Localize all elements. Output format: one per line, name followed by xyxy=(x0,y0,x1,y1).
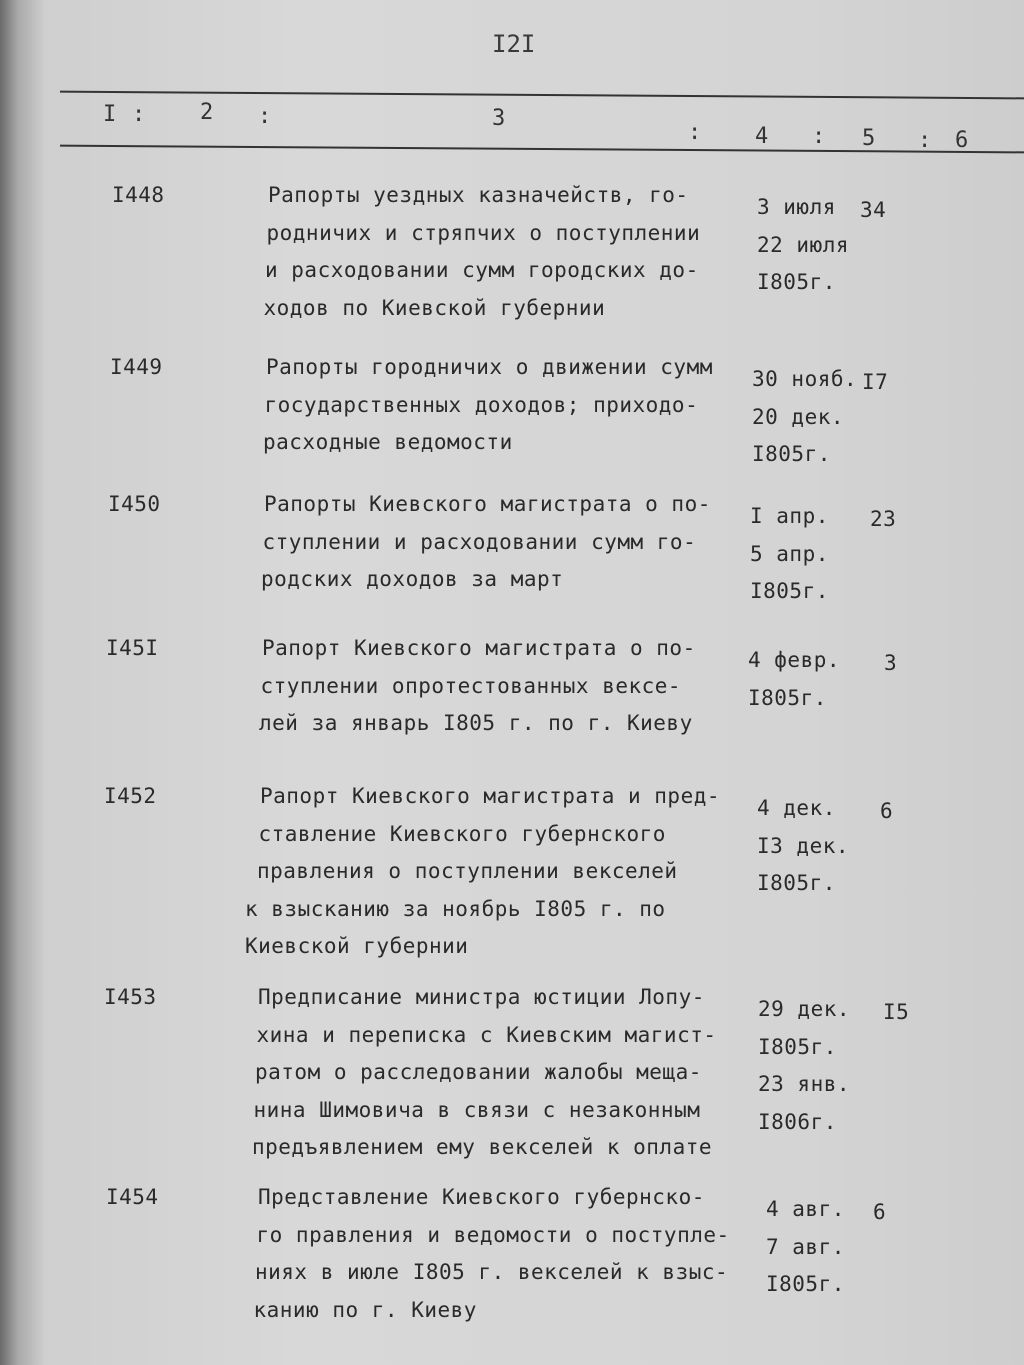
entry-date: I805г. xyxy=(758,1034,837,1059)
column-header-2: 2 xyxy=(200,100,214,125)
entry-date: 3 июля xyxy=(757,195,836,219)
entry-description-line: родских доходов за март xyxy=(261,567,564,591)
column-separator: : xyxy=(258,104,272,129)
entry-sheet-count: 6 xyxy=(873,1200,887,1224)
entry-date: 29 дек. xyxy=(758,997,851,1021)
entry-description-line: и расходовании сумм городских до- xyxy=(265,258,699,282)
entry-description-line: лей за январь I805 г. по г. Киеву xyxy=(259,711,693,735)
entry-date: I805г. xyxy=(766,1272,845,1296)
entry-date: I805г. xyxy=(750,579,829,603)
column-header-6: 6 xyxy=(955,128,969,153)
entry-sheet-count: 34 xyxy=(860,198,887,222)
entry-description-line: Рапорт Киевского магистрата о по- xyxy=(262,636,696,660)
entry-date: 23 янв. xyxy=(758,1072,851,1096)
entry-date: 22 июля xyxy=(757,232,850,257)
entry-number: I45I xyxy=(106,636,159,660)
entry-sheet-count: 23 xyxy=(870,507,897,531)
header-bottom-rule xyxy=(60,145,1024,154)
entry-number: I450 xyxy=(108,492,161,516)
entry-number: I448 xyxy=(112,183,165,207)
entry-date: I805г. xyxy=(757,871,836,895)
entry-date: I апр. xyxy=(750,504,829,528)
entry-description-line: Предписание министра юстиции Лопу- xyxy=(258,985,705,1009)
entry-number: I452 xyxy=(104,784,157,808)
entry-description-line: Представление Киевского губернско- xyxy=(258,1185,705,1209)
entry-date: 5 апр. xyxy=(750,541,829,566)
entry-description-line: Рапорты уездных казначейств, го- xyxy=(268,183,689,207)
column-header-I: I xyxy=(103,102,117,127)
entry-description-line: к взысканию за ноябрь I805 г. по xyxy=(245,896,666,921)
entry-description-line: хина и переписка с Киевским магист- xyxy=(256,1022,717,1047)
entry-date: I806г. xyxy=(758,1109,837,1134)
entry-date: I805г. xyxy=(752,442,831,466)
entry-description-line: Рапорты Киевского магистрата о по- xyxy=(264,492,711,516)
entry-description-line: предъявлением ему векселей к оплате xyxy=(252,1135,713,1159)
column-separator: : xyxy=(132,102,146,127)
entry-description-line: ратом о расследовании жалобы меща- xyxy=(255,1060,702,1084)
column-header-3: 3 xyxy=(492,106,506,131)
entry-description-line: расходные ведомости xyxy=(263,430,513,454)
entry-description-line: Киевской губернии xyxy=(245,934,469,958)
entry-date: I805г. xyxy=(748,685,827,710)
entry-description-line: Рапорт Киевского магистрата и пред- xyxy=(260,784,721,808)
entry-description-line: нина Шимовича в связи с незаконным xyxy=(253,1097,701,1122)
column-separator: : xyxy=(688,120,702,145)
entry-description-line: родничих и стряпчих о поступлении xyxy=(266,220,701,245)
entry-description-line: ступлении и расходовании сумм го- xyxy=(262,529,697,554)
entry-number: I454 xyxy=(106,1185,159,1209)
entry-date: 7 авг. xyxy=(766,1234,845,1259)
column-header-5: 5 xyxy=(862,126,876,151)
entry-date: 20 дек. xyxy=(752,404,845,429)
column-header-4: 4 xyxy=(755,124,769,149)
entry-description-line: го правления и ведомости о поступле- xyxy=(256,1222,730,1247)
entry-description-line: Рапорты городничих о движении сумм xyxy=(266,355,713,379)
entry-sheet-count: 6 xyxy=(880,799,894,823)
column-separator: : xyxy=(918,128,932,153)
entry-date: 4 дек. xyxy=(757,796,836,820)
page-number: I2I xyxy=(492,30,536,58)
entry-sheet-count: I5 xyxy=(883,1000,910,1024)
entry-description-line: государственных доходов; приходо- xyxy=(264,392,699,417)
entry-date: 4 авг. xyxy=(766,1197,845,1221)
entry-number: I449 xyxy=(110,355,163,379)
entry-sheet-count: I7 xyxy=(862,370,889,394)
entry-description-line: ходов по Киевской губернии xyxy=(263,295,606,320)
entry-date: 30 нояб. xyxy=(752,367,858,391)
entry-date: I3 дек. xyxy=(757,833,850,858)
entry-description-line: правления о поступлении векселей xyxy=(257,859,678,883)
entry-sheet-count: 3 xyxy=(884,651,898,675)
column-separator: : xyxy=(812,124,826,149)
entry-description-line: канию по г. Киеву xyxy=(253,1297,477,1322)
entry-description-line: ниях в июле I805 г. векселей к взыс- xyxy=(255,1260,729,1284)
entry-description-line: ставление Киевского губернского xyxy=(258,821,666,846)
header-top-rule xyxy=(60,91,1024,100)
entry-number: I453 xyxy=(104,985,157,1009)
entry-date: 4 февр. xyxy=(748,648,841,672)
entry-date: I805г. xyxy=(757,270,836,294)
entry-description-line: ступлении опротестованных вексе- xyxy=(260,673,682,698)
